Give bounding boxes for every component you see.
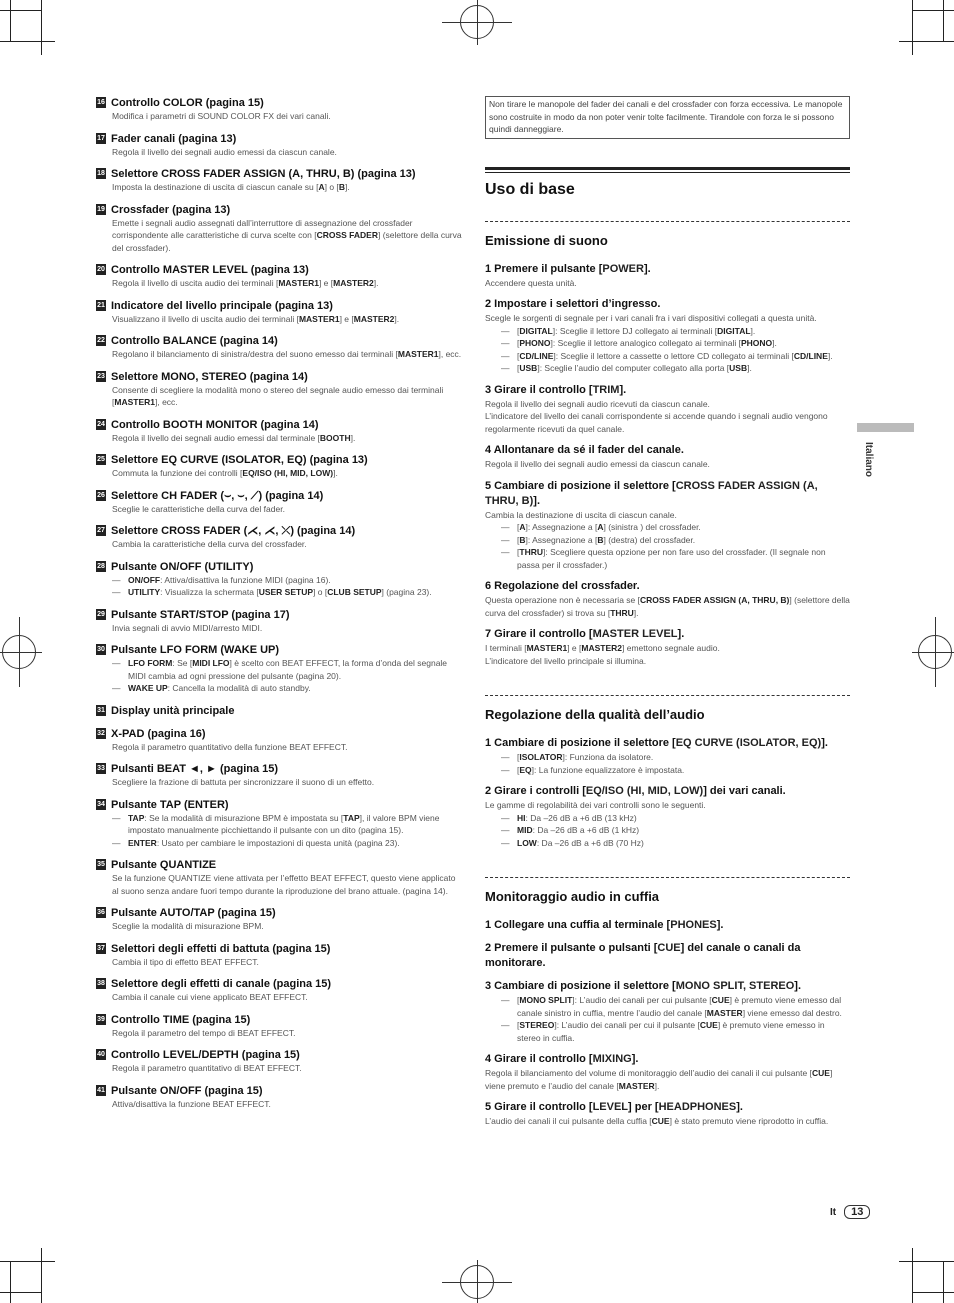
- item-number-badge: 39: [97, 1015, 105, 1023]
- item-description: Regolano il bilanciamento di sinistra/destra del suono emesso dai terminali [MASTER1], ecc.: [112, 349, 462, 359]
- item-title: [96, 96, 462, 110]
- step-title: 4 Allontanare da sé il fader del canale.: [485, 444, 684, 456]
- item-title-text: Controllo LEVEL/DEPTH (pagina 15): [111, 1049, 300, 1061]
- step-bullet: [501, 362, 850, 375]
- item-number-badge: 19: [97, 205, 105, 213]
- step-title: 5 Cambiare di posizione il selettore [CROSS FADER ASSIGN (A, THRU, B)].: [485, 479, 818, 507]
- bullet-dash: —: [501, 812, 510, 823]
- bullet-dash: —: [112, 658, 121, 668]
- item-description: Modifica i parametri di SOUND COLOR FX dei vari canali.: [112, 111, 331, 121]
- item-title: [96, 906, 462, 920]
- item-title: [96, 762, 462, 776]
- item-number-badge: 24: [97, 420, 105, 428]
- language-label: [858, 440, 878, 500]
- item-description: Regola il livello dei segnali audio emessi da ciascun canale.: [112, 146, 337, 157]
- bullet-text: UTILITY: Visualizza la schermata [USER SETUP] o [CLUB SETUP] (pagina 23).: [128, 587, 432, 597]
- step-title: 2 Girare i controlli [EQ/ISO (HI, MID, LOW)] dei vari canali.: [485, 785, 786, 797]
- item-title: [96, 560, 462, 574]
- list-item: [96, 727, 462, 754]
- section-heading: Regolazione della qualità dell’audio: [485, 707, 705, 722]
- step-title: 7 Girare il controllo [MASTER LEVEL].: [485, 628, 685, 640]
- item-title-text: Selettore CROSS FADER (⋌, ⋌, ⤫) (pagina 14): [111, 525, 356, 537]
- step-description: Regola il livello dei segnali audio emessi da ciascun canale.: [485, 459, 710, 469]
- bullet-dash: —: [501, 325, 510, 336]
- item-title: [96, 727, 462, 741]
- section-heading: Emissione di suono: [485, 232, 608, 248]
- step-bullet: [501, 994, 850, 1019]
- item-title: [96, 263, 462, 277]
- bullet-text: [PHONO]: Sceglie il lettore analogico collegato ai terminali [PHONO].: [517, 338, 777, 348]
- item-number-badge: 41: [97, 1086, 105, 1094]
- item-title: [96, 132, 462, 146]
- item-title-text: Indicatore del livello principale (pagina 13): [111, 299, 333, 312]
- bullet-dash: —: [501, 752, 510, 762]
- item-title-text: Pulsante TAP (ENTER): [111, 798, 229, 811]
- step-bullet: [501, 824, 850, 837]
- item-title: [96, 418, 462, 432]
- item-number-badge: 34: [97, 800, 105, 808]
- caution-note: Non tirare le manopole del fader dei canali e del crossfader con forza eccessiva. Le manopole sono costruite in modo da non poter venir tolte facilmente. Tirandole con forza le si possono quindi danneggiare.: [485, 96, 850, 139]
- bullet-dash: —: [501, 825, 510, 835]
- bullet-dash: —: [501, 995, 510, 1005]
- step-description: Scegle le sorgenti di segnale per i vari canali fra i vari dispositivi collegati a questa unità.: [485, 313, 817, 323]
- bullet-text: LOW: Da –26 dB a +6 dB (70 Hz): [517, 837, 644, 848]
- item-description: Regola il parametro quantitativo di BEAT EFFECT.: [112, 1063, 302, 1073]
- sections: [485, 221, 850, 1128]
- item-number-badge: 26: [97, 491, 105, 499]
- item-title: [96, 203, 462, 217]
- item-title: [96, 453, 462, 467]
- step-title: 3 Girare il controllo [TRIM].: [485, 383, 627, 396]
- item-number-badge: 18: [97, 170, 105, 177]
- step-bullet: [501, 546, 850, 571]
- item-title-text: Controllo TIME (pagina 15): [111, 1013, 251, 1026]
- item-title-text: Selettore CH FADER (⌣, ⌣, ⟋) (pagina 14): [111, 489, 324, 502]
- item-title-text: Selettore EQ CURVE (ISOLATOR, EQ) (pagina 13): [111, 454, 368, 466]
- step-title: 6 Regolazione del crossfader.: [485, 580, 640, 592]
- step-title: 2 Premere il pulsante o pulsanti [CUE] del canale o canali da monitorare.: [485, 942, 801, 969]
- item-description: Se la funzione QUANTIZE viene attivata per l’effetto BEAT EFFECT, questo viene applicato al suono senza andare fuori tempo durante la riproduzione del brano attuale. (pagina 14).: [112, 873, 456, 896]
- item-title-text: Selettori degli effetti di battuta (pagina 15): [111, 942, 331, 955]
- list-item: [96, 906, 462, 933]
- item-title-text: Controllo BALANCE (pagina 14): [111, 335, 278, 347]
- item-title: [96, 942, 462, 956]
- section-heading: Monitoraggio audio in cuffia: [485, 889, 660, 904]
- item-number-badge: 22: [97, 337, 105, 344]
- language-text: Italiano: [863, 442, 874, 478]
- bullet-text: ENTER: Usato per cambiare le impostazioni di questa unità (pagina 23).: [128, 837, 400, 848]
- step-title: 1 Premere il pulsante [POWER].: [485, 262, 651, 275]
- step-title: 2 Impostare i selettori d’ingresso.: [485, 298, 661, 310]
- item-title: [96, 858, 462, 872]
- item-title-text: X-PAD (pagina 16): [111, 727, 206, 740]
- list-item: [96, 798, 462, 850]
- main-heading: Uso di base: [485, 180, 575, 198]
- item-title: [96, 370, 462, 384]
- step-title: 1 Cambiare di posizione il selettore [EQ CURVE (ISOLATOR, EQ)].: [485, 737, 828, 749]
- bullet-dash: —: [501, 534, 510, 545]
- bullet-text: [DIGITAL]: Sceglie il lettore DJ collegato ai terminali [DIGITAL].: [517, 325, 756, 336]
- list-item: [96, 1048, 462, 1075]
- item-number-badge: 36: [97, 909, 105, 916]
- list-item: [96, 453, 462, 480]
- item-bullet: [112, 574, 462, 587]
- list-item: [96, 1013, 462, 1040]
- list-item: [96, 203, 462, 255]
- item-bullet: [112, 682, 462, 695]
- item-number-badge: 33: [97, 765, 105, 772]
- bullet-text: [B]: Assegnazione a [B] (destra) del crossfader.: [517, 534, 696, 545]
- item-number-badge: 30: [97, 646, 105, 653]
- step-bullet: [501, 1019, 850, 1044]
- step-bullet: [501, 534, 850, 547]
- step-description: L’indicatore del livello principale si illumina.: [485, 655, 647, 666]
- item-description: Invia segnali di avvio MIDI/arresto MIDI.: [112, 622, 263, 633]
- item-number-badge: 35: [97, 861, 105, 868]
- item-title: [96, 299, 462, 313]
- item-title: [96, 524, 462, 538]
- list-item: [96, 608, 462, 635]
- bullet-text: MID: Da –26 dB a +6 dB (1 kHz): [517, 825, 640, 835]
- list-item: [96, 762, 462, 789]
- item-description: Scegliere la frazione di battuta per sincronizzare il suono di un effetto.: [112, 777, 375, 787]
- item-title: [96, 334, 462, 348]
- item-title-text: Pulsante ON/OFF (pagina 15): [111, 1084, 263, 1097]
- bullet-text: [CD/LINE]: Sceglie il lettore a cassette o lettore CD collegato ai terminali [CD/LINE].: [517, 350, 833, 361]
- bullet-text: [USB]: Sceglie l’audio del computer collegato alla porta [USB].: [517, 363, 752, 373]
- bullet-text: [ISOLATOR]: Funziona da isolatore.: [517, 752, 654, 762]
- item-number-badge: 32: [97, 729, 105, 737]
- step-bullet: [501, 837, 850, 850]
- bullet-dash: —: [501, 363, 510, 373]
- bullet-dash: —: [501, 1020, 510, 1030]
- list-item: [96, 489, 462, 516]
- step-description: Accendere questa unità.: [485, 277, 577, 288]
- bullet-dash: —: [501, 547, 510, 557]
- list-item: [96, 334, 462, 361]
- step-bullet: [501, 325, 850, 338]
- item-title-text: Pulsante ON/OFF (UTILITY): [111, 560, 254, 573]
- list-item: [96, 643, 462, 695]
- list-item: [96, 524, 462, 551]
- item-description: Cambia il tipo di effetto BEAT EFFECT.: [112, 956, 259, 967]
- item-number-badge: 21: [97, 301, 105, 309]
- item-number-badge: 37: [97, 944, 105, 952]
- item-title-text: Pulsante QUANTIZE: [111, 859, 217, 871]
- item-description: Attiva/disattiva la funzione BEAT EFFECT.: [112, 1098, 271, 1109]
- list-item: [96, 560, 462, 599]
- item-number-badge: 31: [97, 706, 105, 714]
- list-item: [96, 977, 462, 1004]
- list-item: [96, 263, 462, 290]
- item-title-text: Display unità principale: [111, 704, 235, 717]
- item-number-badge: 28: [97, 562, 105, 570]
- step-description: Questa operazione non è necessaria se [CROSS FADER ASSIGN (A, THRU, B)] (selettore della curva del crossfader) si trova su [THRU].: [485, 595, 850, 618]
- bullet-dash: —: [112, 683, 121, 693]
- list-item: [96, 167, 462, 194]
- component-list: [96, 96, 462, 1119]
- bullet-dash: —: [112, 837, 121, 848]
- item-bullet: [112, 837, 462, 850]
- item-description: Commuta la funzione dei controlli [EQ/ISO (HI, MID, LOW)].: [112, 468, 338, 478]
- item-title: [96, 643, 462, 657]
- item-title-text: Selettore degli effetti di canale (pagina 15): [111, 978, 332, 990]
- list-item: [96, 942, 462, 969]
- step-bullet: [501, 521, 850, 534]
- item-number-badge: 20: [97, 266, 105, 273]
- item-bullet: [112, 657, 462, 682]
- item-title: [96, 1013, 462, 1027]
- step-description: I terminali [MASTER1] e [MASTER2] emettono segnale audio.: [485, 643, 720, 653]
- heading-rule: [485, 167, 850, 173]
- item-title: [96, 608, 462, 622]
- bullet-text: LFO FORM: Se [MIDI LFO] è scelto con BEAT EFFECT, la forma d’onda del segnale MIDI cambia ad ogni pressione del pulsante (pagina 20).: [128, 658, 448, 681]
- step-bullet: [501, 764, 850, 777]
- footer-lang: It: [830, 1206, 837, 1218]
- list-item: [96, 704, 462, 718]
- item-description: Sceglie le caratteristiche della curva del fader.: [112, 503, 285, 514]
- item-description: Sceglie la modalità di misurazione BPM.: [112, 921, 264, 931]
- item-description: Imposta la destinazione di uscita di ciascun canale su [A] o [B].: [112, 182, 350, 192]
- item-title-text: Controllo BOOTH MONITOR (pagina 14): [111, 418, 319, 431]
- item-title: [96, 798, 462, 812]
- item-title-text: Pulsante START/STOP (pagina 17): [111, 608, 290, 621]
- item-title-text: Selettore CROSS FADER ASSIGN (A, THRU, B) (pagina 13): [111, 168, 416, 180]
- page-number: 13: [844, 1205, 870, 1219]
- item-description: Cambia il canale cui viene applicato BEAT EFFECT.: [112, 992, 308, 1002]
- item-number-badge: 27: [97, 527, 105, 534]
- item-description: Regola il livello di uscita audio dei terminali [MASTER1] e [MASTER2].: [112, 278, 379, 288]
- step-description: Regola il livello dei segnali audio ricevuti da ciascun canale.: [485, 398, 710, 409]
- language-tab-bar: [857, 423, 914, 432]
- list-item: [96, 96, 462, 123]
- item-number-badge: 29: [97, 610, 105, 618]
- bullet-text: [MONO SPLIT]: L’audio dei canali per cui pulsante [CUE] è premuto viene emesso dal canale sinistro in cuffia, mentre l’audio del canale [MASTER] viene emesso dal destro.: [517, 995, 842, 1018]
- item-description: Emette i segnali audio assegnati dall’interruttore di assegnazione del crossfader corrispondente alle caratteristiche di curva scelte con [CROSS FADER] (selettore della curva del crossfader).: [112, 217, 462, 253]
- item-description: Regola il parametro quantitativo della funzione BEAT EFFECT.: [112, 741, 348, 752]
- item-description: Consente di scegliere la modalità mono o stereo del segnale audio emesso dai terminali [MASTER1], ecc.: [112, 384, 444, 407]
- item-number-badge: 23: [97, 372, 105, 380]
- step-title: 5 Girare il controllo [LEVEL] per [HEADPHONES].: [485, 1101, 743, 1113]
- step-description: L’indicatore del livello dei canali corrispondente si accende quando i segnali audio vengono regolarmente ricevuti da quel canale.: [485, 411, 828, 434]
- bullet-text: [STEREO]: L’audio dei canali per cui il pulsante [CUE] è premuto viene emesso in stereo in cuffia.: [517, 1020, 825, 1043]
- item-number-badge: 25: [97, 456, 105, 463]
- usage-column: [485, 96, 850, 1128]
- bullet-dash: —: [501, 350, 510, 361]
- step-bullet: [501, 350, 850, 363]
- item-title-text: Controllo COLOR (pagina 15): [111, 97, 264, 109]
- step-bullet: [501, 337, 850, 350]
- bullet-text: ON/OFF: Attiva/disattiva la funzione MIDI (pagina 16).: [128, 574, 331, 585]
- item-description: Regola il parametro del tempo di BEAT EFFECT.: [112, 1027, 296, 1038]
- item-title-text: Pulsanti BEAT ◄, ► (pagina 15): [111, 763, 279, 775]
- item-title-text: Pulsante AUTO/TAP (pagina 15): [111, 907, 276, 919]
- item-number-badge: 38: [97, 980, 105, 987]
- item-title-text: Selettore MONO, STEREO (pagina 14): [111, 370, 308, 383]
- step-bullet: [501, 751, 850, 764]
- bullet-text: HI: Da –26 dB a +6 dB (13 kHz): [517, 812, 637, 823]
- bullet-dash: —: [112, 587, 121, 597]
- bullet-dash: —: [501, 837, 510, 848]
- bullet-dash: —: [501, 764, 510, 775]
- item-title: [96, 704, 462, 718]
- item-title-text: Crossfader (pagina 13): [111, 203, 231, 216]
- item-title-text: Controllo MASTER LEVEL (pagina 13): [111, 264, 309, 276]
- item-title: [96, 489, 462, 503]
- item-description: Regola il livello dei segnali audio emessi dal terminale [BOOTH].: [112, 432, 356, 443]
- item-title-text: Pulsante LFO FORM (WAKE UP): [111, 644, 280, 656]
- list-item: [96, 858, 462, 897]
- item-number-badge: 40: [97, 1051, 105, 1058]
- step-description: L’audio dei canali il cui pulsante della cuffia [CUE] è stato premuto viene riprodotto in cuffia.: [485, 1116, 829, 1126]
- item-bullet: [112, 812, 462, 837]
- step-description: Regola il bilanciamento del volume di monitoraggio dell’audio dei canali il cui pulsante [CUE] viene premuto e l’audio del canale [MASTER].: [485, 1068, 833, 1091]
- bullet-text: TAP: Se la modalità di misurazione BPM è impostata su [TAP], il valore BPM viene impostato manualmente picchiettando il pulsante con un dito (pagina 15).: [128, 812, 440, 835]
- item-number-badge: 16: [97, 99, 105, 106]
- step-title: 4 Girare il controllo [MIXING].: [485, 1053, 639, 1065]
- bullet-dash: —: [501, 522, 510, 532]
- item-title-text: Fader canali (pagina 13): [111, 132, 237, 145]
- section-divider: [485, 695, 850, 696]
- step-bullet: [501, 812, 850, 825]
- bullet-text: [EQ]: La funzione equalizzatore è impostata.: [517, 764, 685, 775]
- bullet-text: [THRU]: Scegliere questa opzione per non fare uso del crossfader. (Il segnale non passa per il crossfader.): [517, 547, 826, 570]
- step-description: Cambia la destinazione di uscita di ciascun canale.: [485, 509, 677, 520]
- list-item: [96, 299, 462, 326]
- item-title: [96, 977, 462, 991]
- item-description: Cambia la caratteristiche della curva del crossfader.: [112, 539, 307, 549]
- list-item: [96, 370, 462, 409]
- step-description: Le gamme di regolabilità dei vari controlli sono le seguenti.: [485, 800, 706, 810]
- list-item: [96, 418, 462, 445]
- item-title: [96, 1084, 462, 1098]
- item-bullet: [112, 586, 462, 599]
- list-item: [96, 132, 462, 159]
- bullet-dash: —: [112, 574, 121, 585]
- bullet-text: [A]: Assegnazione a [A] (sinistra ) del crossfader.: [517, 522, 701, 532]
- item-number-badge: 17: [97, 134, 105, 142]
- bullet-text: WAKE UP: Cancella la modalità di auto standby.: [128, 683, 311, 693]
- page-footer: [830, 1205, 870, 1219]
- bullet-dash: —: [501, 338, 510, 348]
- section-divider: [485, 221, 850, 222]
- item-description: Visualizzano il livello di uscita audio dei terminali [MASTER1] e [MASTER2].: [112, 313, 400, 324]
- item-title: [96, 167, 462, 181]
- step-title: 3 Cambiare di posizione il selettore [MONO SPLIT, STEREO].: [485, 980, 802, 992]
- section-divider: [485, 877, 850, 878]
- list-item: [96, 1084, 462, 1111]
- step-title: 1 Collegare una cuffia al terminale [PHONES].: [485, 919, 724, 931]
- item-title: [96, 1048, 462, 1062]
- bullet-dash: —: [112, 812, 121, 823]
